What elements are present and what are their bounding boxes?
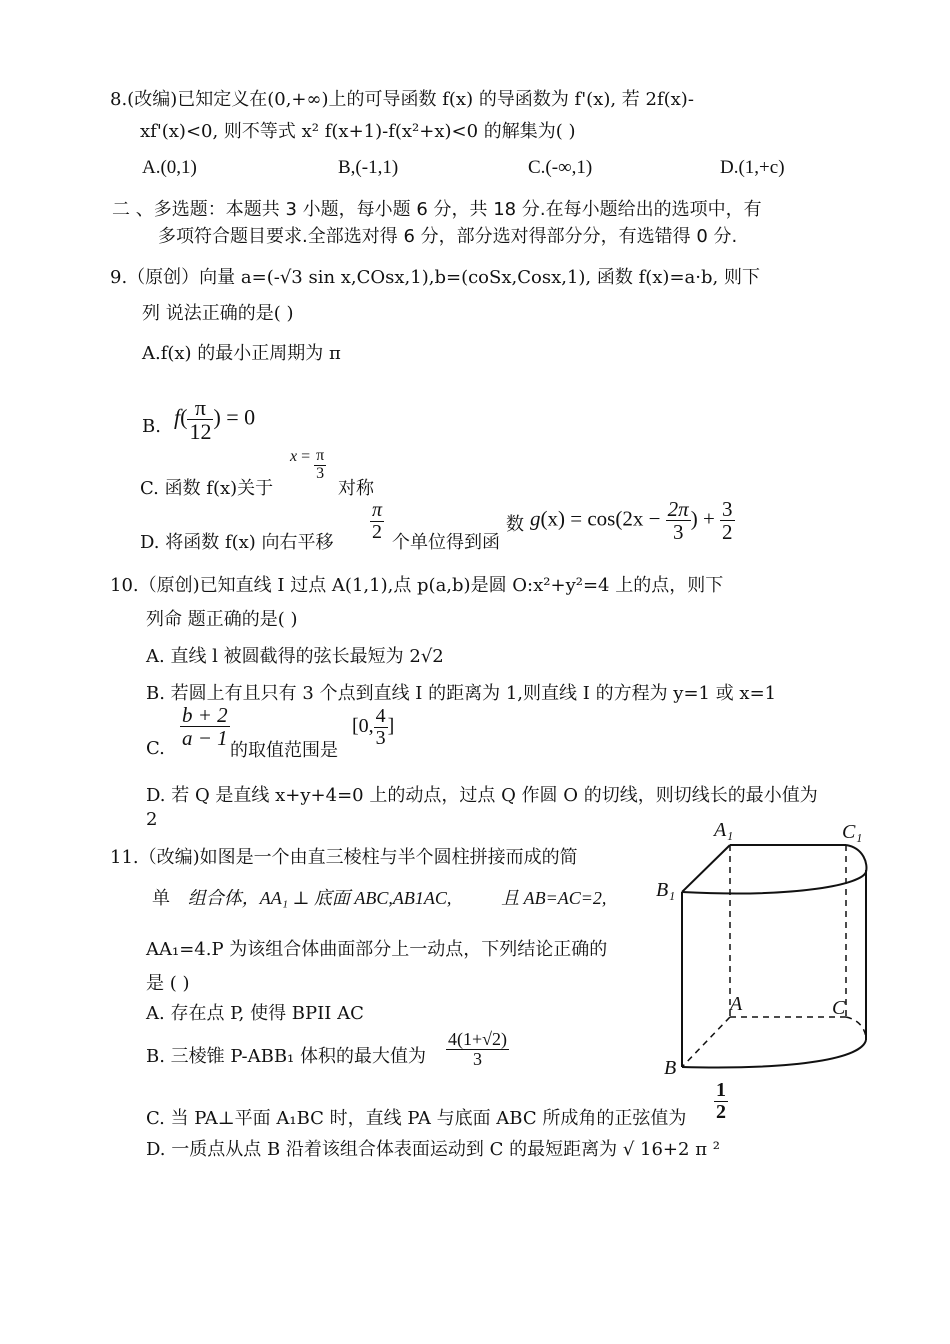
q9-option-c-suffix: 对称 xyxy=(338,478,374,499)
q11-option-d: D. 一质点从点 B 沿着该组合体表面运动到 C 的最短距离为 √ 16+2 π ² xyxy=(146,1139,720,1160)
geometry-figure xyxy=(650,812,890,1082)
q9-option-c-eq: = xyxy=(297,447,315,465)
q11-option-a: A. 存在点 P, 使得 BPII AC xyxy=(146,1003,364,1024)
q9-option-c-num: π xyxy=(316,447,325,464)
q9-option-d-num3: 3 xyxy=(722,497,733,521)
q9-option-d-den2: 3 xyxy=(672,520,684,545)
q9-option-d-plus: ) + xyxy=(690,506,721,531)
q9-option-c-den: 3 xyxy=(316,464,325,482)
q10-option-c-range-open: [0, xyxy=(352,715,374,738)
q11-line3: AA₁=4.P 为该组合体曲面部分上一动点，下列结论正确的 xyxy=(146,939,608,960)
q9-option-d-num2: 2π xyxy=(667,497,689,521)
q8-option-d: D.(1,+c) xyxy=(720,157,785,178)
label-c1: C₁ xyxy=(842,821,863,843)
q11-line2-lengths: 且 AB=AC=2, xyxy=(501,888,607,908)
q10-option-c-num: b + 2 xyxy=(182,703,228,727)
q8-option-c: C.(-∞,1) xyxy=(528,157,593,178)
q10-option-c-range-close: ] xyxy=(387,715,395,738)
q10-line2: 列命 题正确的是( ) xyxy=(146,609,298,630)
q10-option-d-line1: D. 若 Q 是直线 x+y+4=0 上的动点，过点 Q 作圆 O 的切线，则切线长的最小值为 xyxy=(146,785,818,806)
q8-line2: xf'(x)<0, 则不等式 x² f(x+1)-f(x²+x)<0 的解集为( ) xyxy=(140,121,576,142)
q10-option-c-text: 的取值范围是 xyxy=(230,740,338,761)
q10-option-c-den: a − 1 xyxy=(182,726,228,751)
q8-option-b: B,(-1,1) xyxy=(338,157,399,178)
q8-option-a: A.(0,1) xyxy=(142,157,197,178)
q9-option-d-shu: 数 xyxy=(506,514,524,535)
q9-option-b-den: 12 xyxy=(189,419,212,445)
q10-option-d-line2: 2 xyxy=(146,809,158,830)
q9-line1: 9.（原创）向量 a=(-√3 sin x,COsx,1),b=(coSx,Cosx,1), 函数 f(x)=a·b, 则下 xyxy=(110,267,760,288)
q10-option-a: A. 直线 l 被圆截得的弦长最短为 2√2 xyxy=(146,646,444,667)
q9-option-b-paren: ( xyxy=(180,404,188,430)
q9-option-d-num: π xyxy=(372,499,383,521)
label-b1: B₁ xyxy=(656,879,676,901)
q9-option-d-prefix: D. 将函数 f(x) 向右平移 xyxy=(140,532,334,553)
section2-heading-line1: 二 、多选题：本题共 3 小题，每小题 6 分，共 18 分.在每小题给出的选项中，有 xyxy=(112,199,762,220)
q11-line2-prefix: 单 xyxy=(152,888,170,909)
bottom-arc-hidden xyxy=(846,1017,866,1040)
q11-option-c-text: C. 当 PA⊥平面 A₁BC 时，直线 PA 与底面 ABC 所成角的正弦值为 xyxy=(146,1108,687,1129)
q10-line1: 10.（原创)已知直线 I 过点 A(1,1),点 p(a,b)是圆 O:x²+y²=4 上的点，则下 xyxy=(110,575,724,596)
q10-option-c-rden: 3 xyxy=(375,727,386,749)
q9-option-a: A.f(x) 的最小正周期为 π xyxy=(142,343,341,364)
q9-line2: 列 说法正确的是( ) xyxy=(142,303,294,324)
q11-option-b-num: 4(1+√2) xyxy=(448,1029,508,1049)
q9-option-c-prefix: C. 函数 f(x)关于 xyxy=(140,478,274,499)
q11-line2-condition: 组合体，AA₁ ⊥ 底面 ABC,AB1AC, xyxy=(187,888,452,908)
q11-line2 xyxy=(152,886,606,911)
q9-option-b-rest: ) = 0 xyxy=(213,404,256,430)
bottom-arc xyxy=(682,1040,866,1067)
label-a: A xyxy=(730,993,743,1015)
q11-option-c-den: 2 xyxy=(716,1101,726,1123)
q10-option-c-rnum: 4 xyxy=(375,705,386,727)
label-a1: A₁ xyxy=(714,819,734,841)
q9-option-d-gx: (x) = cos(2x − xyxy=(540,506,666,531)
q9-option-c-x: x xyxy=(290,447,298,465)
label-c: C xyxy=(832,997,846,1019)
q9-option-d-mid: 个单位得到函 xyxy=(392,532,500,553)
edge-a-b xyxy=(682,1017,730,1067)
q11-line4: 是 ( ) xyxy=(146,973,190,994)
q11-line1: 11.（改编)如图是一个由直三棱柱与半个圆柱拼接而成的简 xyxy=(110,847,578,868)
q10-option-c-label: C. xyxy=(146,738,165,759)
q9-option-b-f: f xyxy=(174,404,181,430)
label-b: B xyxy=(664,1057,677,1079)
q11-option-b-den: 3 xyxy=(473,1048,483,1069)
q11-option-c-num: 1 xyxy=(716,1079,726,1101)
q11-option-b-text: B. 三棱锥 P-ABB₁ 体积的最大值为 xyxy=(146,1046,426,1067)
q8-line1: 8.(改编)已知定义在(0,+∞)上的可导函数 f(x) 的导函数为 f'(x), 若 2f(x)- xyxy=(110,89,694,110)
q9-option-b-label: B. xyxy=(142,416,161,437)
q9-option-d-den: 2 xyxy=(372,521,383,543)
q10-option-b: B. 若圆上有且只有 3 个点到直线 I 的距离为 1,则直线 I 的方程为 y=1 或 x=1 xyxy=(146,683,777,704)
q9-option-d-den3: 2 xyxy=(722,520,733,545)
section2-heading-line2: 多项符合题目要求.全部选对得 6 分，部分选对得部分分，有选错得 0 分. xyxy=(158,226,738,247)
edge-a1-b1 xyxy=(682,845,730,892)
q9-option-b-num: π xyxy=(187,396,213,420)
q9-option-d-g: g xyxy=(530,506,541,531)
top-arc xyxy=(682,845,866,893)
